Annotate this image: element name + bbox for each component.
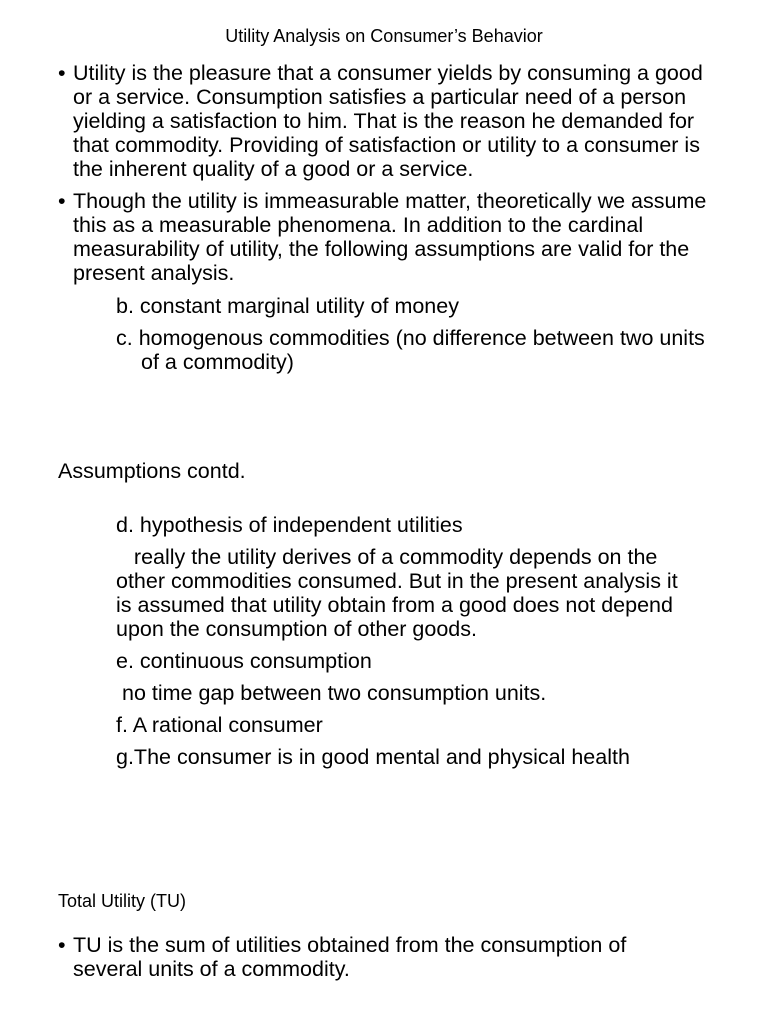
section-heading: Total Utility (TU) — [58, 891, 187, 911]
assumption-item: d. hypothesis of independent utilities — [116, 513, 463, 537]
slide-title: Utility Analysis on Consumer’s Behavior — [225, 26, 543, 46]
assumption-list — [116, 294, 716, 382]
bullet-text: TU is the sum of utilities obtained from the consumption of several units of a commodity. — [73, 933, 627, 981]
bullet-icon: • — [58, 933, 66, 957]
bullet-item — [58, 61, 708, 181]
bullet-text: Utility is the pleasure that a consumer yields by consuming a good or a service. Consumption satisfies a particular need of a person yielding a satisfaction to him. That is the reason he demanded for that commodity. Providing of satisfaction or utility to a consumer is the inherent quality of a good or a service. — [73, 61, 703, 181]
assumption-explanation: no time gap between two consumption units. — [116, 681, 547, 705]
assumption-item: f. A rational consumer — [116, 713, 323, 737]
bullet-icon: • — [58, 189, 66, 213]
assumption-explanation: really the utility derives of a commodity depends on the other commodities consumed. But in the present analysis it is assumed that utility obtain from a good does not depend upon the consumption of other goods. — [116, 545, 684, 641]
assumption-item: e. continuous consumption — [116, 649, 372, 673]
assumption-item: g.The consumer is in good mental and physical health — [116, 745, 630, 769]
section-heading: Assumptions contd. — [58, 459, 246, 483]
assumption-item: b. constant marginal utility of money — [116, 294, 459, 318]
bullet-text: Though the utility is immeasurable matter, theoretically we assume this as a measurable phenomena. In addition to the cardinal measurability of utility, the following assumptions are valid for the present analysis. — [73, 189, 707, 285]
bullet-list — [58, 61, 708, 293]
bullet-icon: • — [58, 61, 66, 85]
assumption-list-continued — [116, 513, 696, 777]
bullet-list — [58, 933, 658, 989]
bullet-item — [58, 189, 708, 285]
bullet-item — [58, 933, 658, 981]
assumption-item: c. homogenous commodities (no difference between two units of a commodity) — [116, 326, 705, 374]
